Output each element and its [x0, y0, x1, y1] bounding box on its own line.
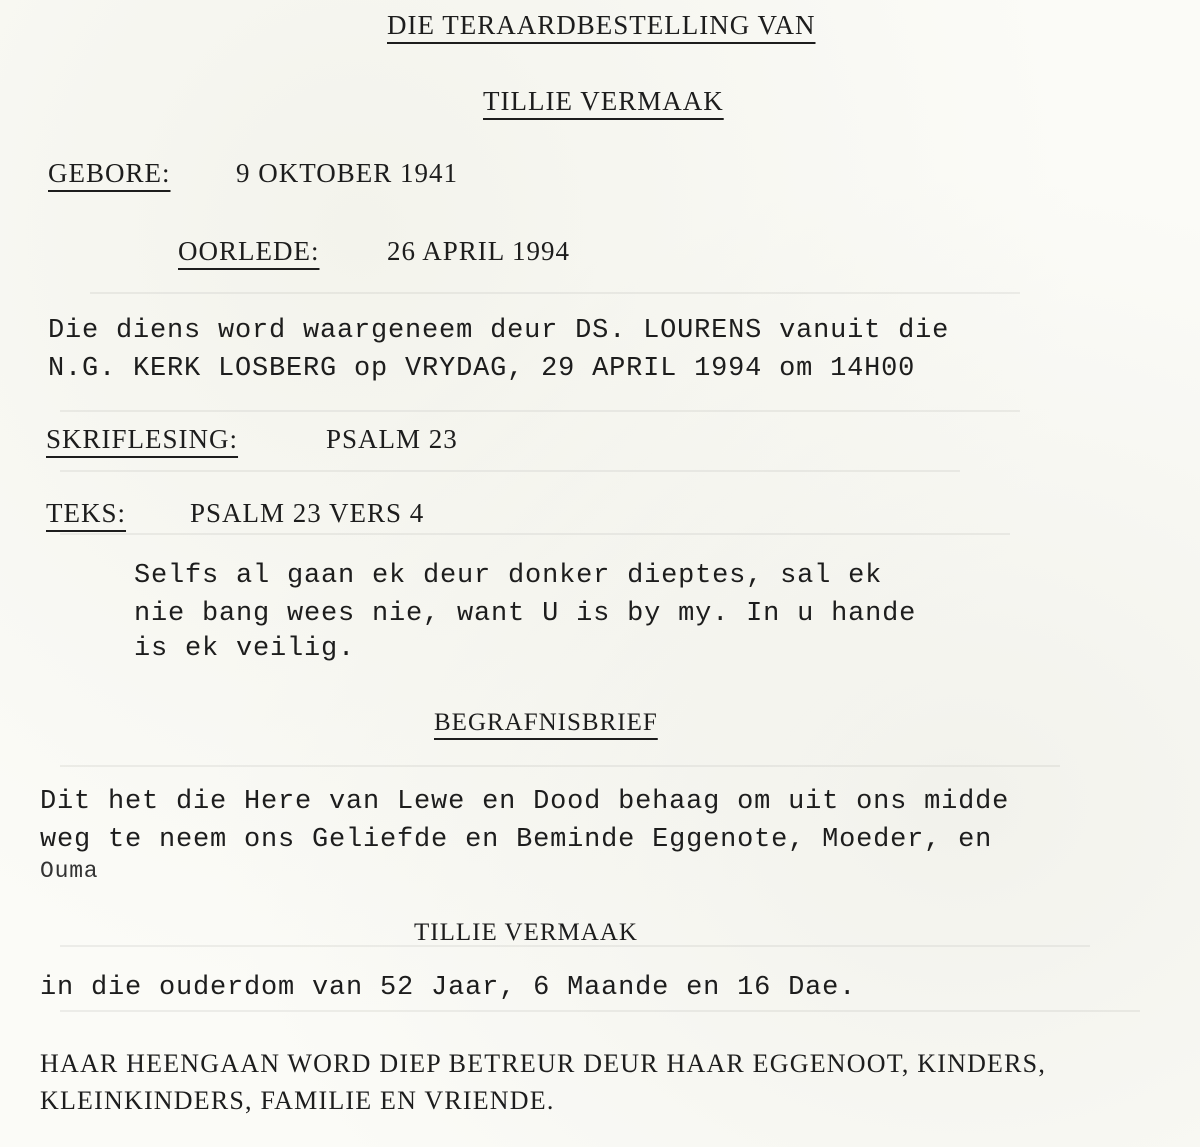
deceased-name-heading: TILLIE VERMAAK: [483, 86, 724, 116]
deceased-name: TILLIE VERMAAK: [414, 919, 638, 946]
quote-line: nie bang wees nie, want U is by my. In u hande: [134, 599, 917, 629]
text-value: PSALM 23 VERS 4: [190, 498, 425, 528]
died-label: OORLEDE:: [178, 236, 320, 266]
born-date: 9 OKTOBER 1941: [236, 158, 459, 188]
age-line: in die ouderdom van 52 Jaar, 6 Maande en 16 Dae.: [40, 973, 857, 1003]
service-line-2: N.G. KERK LOSBERG op VRYDAG, 29 APRIL 1994 om 14H00: [48, 354, 916, 384]
bleed-through-line: [60, 410, 1020, 412]
bleed-through-line: [60, 765, 1060, 767]
document-title: DIE TERAARDBESTELLING VAN: [387, 10, 816, 40]
letter-intro-line: Dit het die Here van Lewe en Dood behaag om uit ons midde: [40, 787, 1010, 817]
text-label: TEKS:: [46, 498, 127, 528]
bleed-through-line: [90, 292, 1020, 294]
letter-intro-line: weg te neem ons Geliefde en Beminde Eggenote, Moeder, en: [40, 825, 993, 855]
bleed-through-line: [60, 533, 1010, 535]
letter-intro-line: Ouma: [40, 858, 99, 884]
born-label: GEBORE:: [48, 158, 171, 188]
closing-line: KLEINKINDERS, FAMILIE EN VRIENDE.: [40, 1086, 555, 1115]
closing-line: HAAR HEENGAAN WORD DIEP BETREUR DEUR HAAR EGGENOOT, KINDERS,: [40, 1049, 1047, 1078]
quote-line: is ek veilig.: [134, 634, 356, 664]
quote-line: Selfs al gaan ek deur donker dieptes, sal ek: [134, 561, 883, 591]
bleed-through-line: [60, 470, 960, 472]
funeral-letter-heading: BEGRAFNISBRIEF: [434, 709, 658, 736]
reading-label: SKRIFLESING:: [46, 424, 239, 454]
died-date: 26 APRIL 1994: [387, 236, 571, 266]
reading-value: PSALM 23: [326, 424, 458, 454]
service-line-1: Die diens word waargeneem deur DS. LOURENS vanuit die: [48, 316, 950, 346]
bleed-through-line: [60, 1010, 1140, 1012]
